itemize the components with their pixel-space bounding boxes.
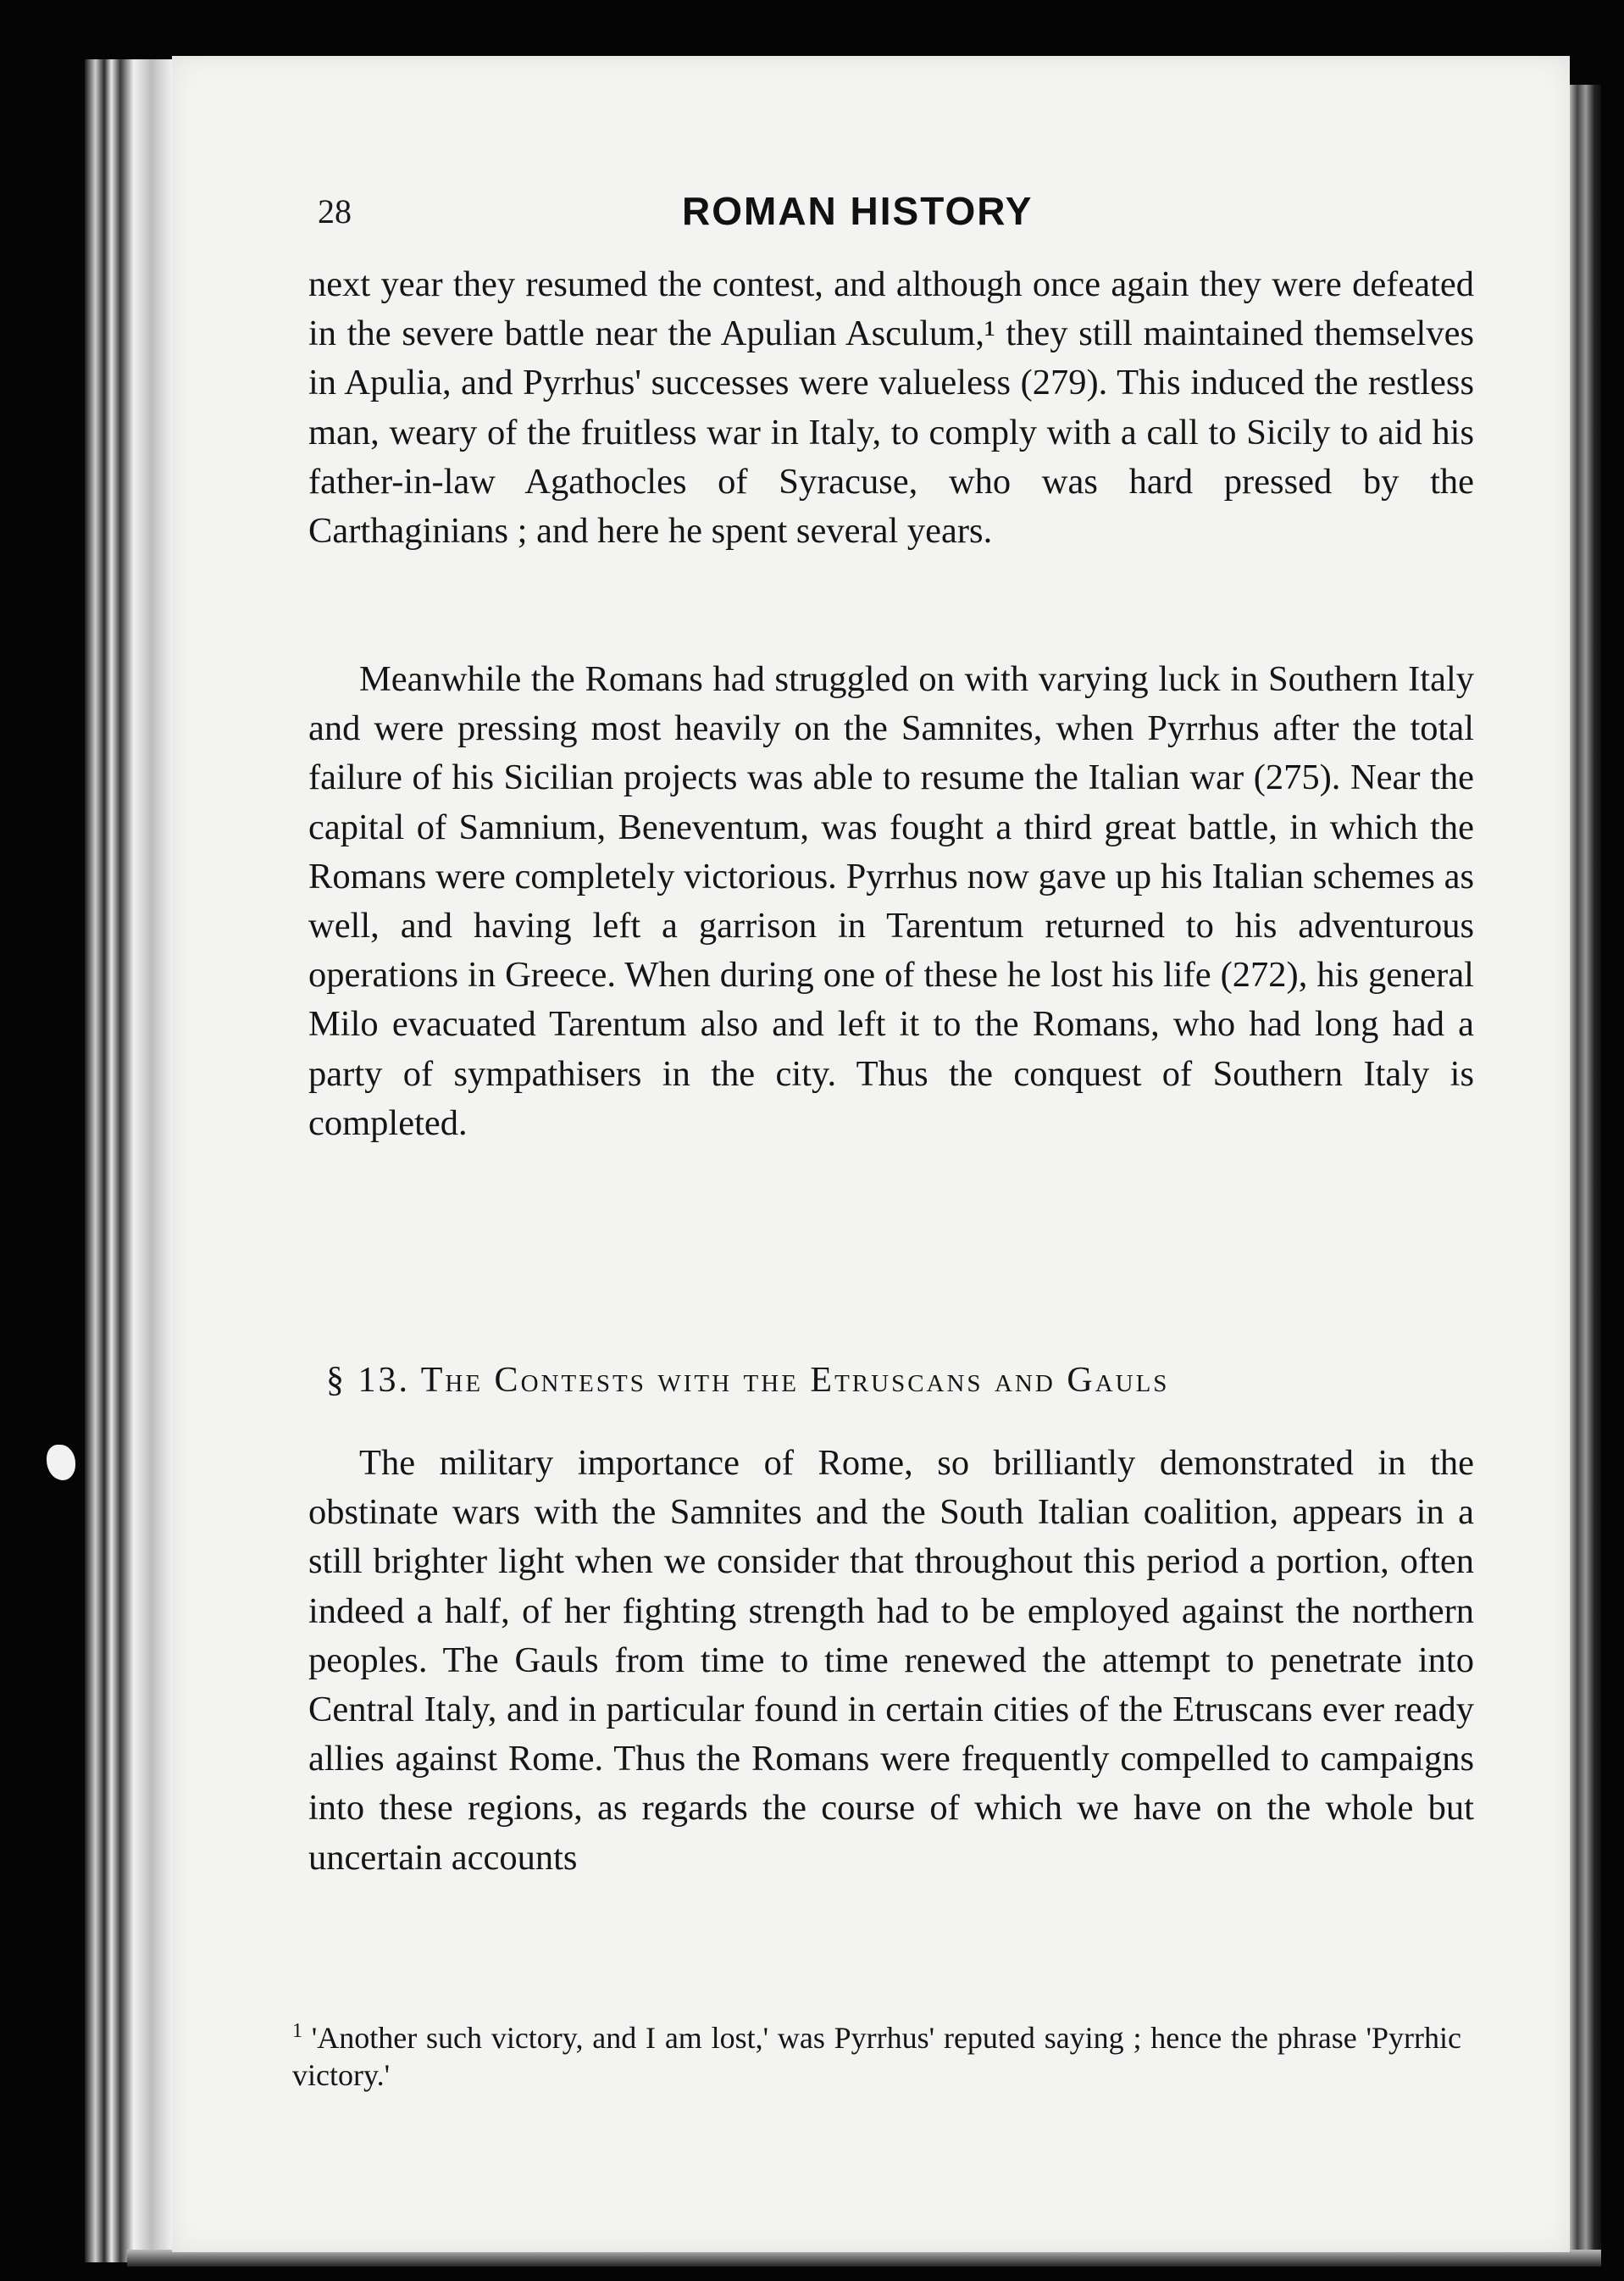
paragraph-text: Meanwhile the Romans had struggled on with varying luck in Southern Italy and were pressing most heavily on the Samnites, when Pyrrhus after the total failure of his Sicilian projects was able to resume the Italian war (275). Near the capital of Samnium, Beneventum, was fought a third great battle, in which the Romans were completely victorious. Pyrrhus now gave up his Italian schemes as well, and having left a garrison in Tarentum returned to his adventurous operations in Greece. When during one of these he lost his life (272), his general Milo evacuated Tarentum also and left it to the Romans, who had long had a party of sympathisers in the city. Thus the conquest of Southern Italy is completed.: [308, 659, 1474, 1143]
running-head: [318, 185, 1461, 244]
footnote-text: 'Another such victory, and I am lost,' was Pyrrhus' reputed saying ; hence the phrase 'Pyrrhic victory.': [292, 2021, 1461, 2092]
page-number: 28: [318, 192, 352, 230]
paragraph-military-importance: [308, 1439, 1474, 1883]
paragraph-text: next year they resumed the contest, and although once again they were defeated in the severe battle near the Apulian Asculum,¹ they still maintained themselves in Apulia, and Pyrrhus' successes were valueless (279). This induced the restless man, weary of the fruitless war in Italy, to comply with a call to Sicily to aid his father-in-law Agathocles of Syracuse, who was hard pressed by the Carthaginians ; and here he spent several years.: [308, 264, 1474, 552]
footnote: [292, 2012, 1461, 2094]
page-title: ROMAN HISTORY: [682, 189, 1034, 233]
book-binding-left: [85, 59, 174, 2262]
book-binding-right: [1567, 85, 1601, 2254]
footnote-mark: 1: [292, 2020, 302, 2042]
section-heading: § 13. The Contests with the Etruscans and Gauls: [326, 1361, 1170, 1400]
page-bottom-edge: [127, 2250, 1601, 2267]
paragraph-text: The military importance of Rome, so brilliantly demonstrated in the obstinate wars with the Samnites and the South Italian coalition, appears in a still brighter light when we consider that throughout this period a portion, often indeed a half, of her fighting strength had to be employed against the northern peoples. The Gauls from time to time renewed the attempt to penetrate into Central Italy, and in particular found in certain cities of the Etruscans ever ready allies against Rome. Thus the Romans were frequently compelled to campaigns into these regions, as regards the course of which we have on the whole but uncertain accounts: [308, 1443, 1474, 1878]
paragraph-continued: [308, 260, 1474, 556]
paragraph-pyrrhus-return: [308, 655, 1474, 1148]
